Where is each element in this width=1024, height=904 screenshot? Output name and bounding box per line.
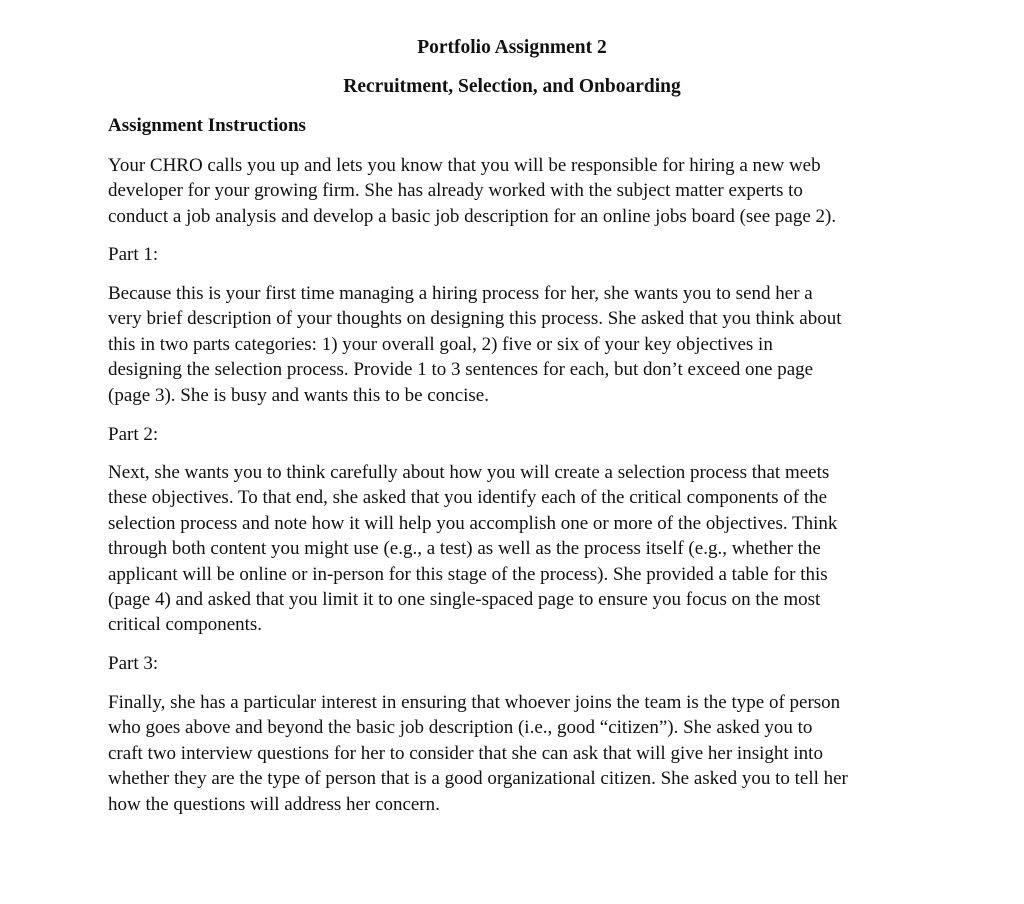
paragraph-line: how the questions will address her concern.	[108, 793, 440, 815]
section-heading: Assignment Instructions	[108, 115, 306, 136]
document-title: Portfolio Assignment 2	[417, 37, 607, 58]
paragraph-line: craft two interview questions for her to consider that she can ask that will give her insight into	[108, 742, 823, 764]
paragraph-line: this in two parts categories: 1) your overall goal, 2) five or six of your key objectives in	[108, 333, 773, 355]
part-2-paragraph	[108, 460, 928, 638]
paragraph-line: conduct a job analysis and develop a basic job description for an online jobs board (see page 2).	[108, 205, 837, 227]
paragraph-line: (page 3). She is busy and wants this to be concise.	[108, 384, 489, 406]
part-3-label: Part 3:	[108, 653, 159, 674]
part-2-label: Part 2:	[108, 424, 159, 445]
paragraph-line: developer for your growing firm. She has already worked with the subject matter experts to	[108, 180, 803, 202]
paragraph-line: selection process and note how it will help you accomplish one or more of the objectives. Think	[108, 512, 838, 534]
document-subtitle: Recruitment, Selection, and Onboarding	[343, 76, 681, 97]
paragraph-line: through both content you might use (e.g., a test) as well as the process itself (e.g., whether the	[108, 538, 821, 560]
part-1-paragraph	[108, 281, 928, 408]
paragraph-line: very brief description of your thoughts on designing this process. She asked that you think about	[108, 308, 842, 330]
paragraph-line: designing the selection process. Provide 1 to 3 sentences for each, but don’t exceed one page	[108, 359, 814, 381]
paragraph-line: (page 4) and asked that you limit it to one single-spaced page to ensure you focus on the most	[108, 589, 821, 611]
paragraph-line: Next, she wants you to think carefully about how you will create a selection process that meets	[108, 462, 830, 483]
paragraph-line: whether they are the type of person that is a good organizational citizen. She asked you to tell her	[108, 768, 848, 790]
intro-paragraph	[108, 153, 928, 229]
paragraph-line: critical components.	[108, 614, 263, 636]
part-3-paragraph	[108, 690, 928, 817]
part-1-label: Part 1:	[108, 244, 159, 265]
paragraph-line: Your CHRO calls you up and lets you know that you will be responsible for hiring a new web	[108, 155, 821, 176]
paragraph-line: who goes above and beyond the basic job description (i.e., good “citizen”). She asked you to	[108, 717, 813, 739]
paragraph-line: applicant will be online or in-person for this stage of the process). She provided a table for this	[108, 563, 828, 585]
paragraph-line: these objectives. To that end, she asked that you identify each of the critical components of the	[108, 487, 828, 509]
paragraph-line: Finally, she has a particular interest in ensuring that whoever joins the team is the type of person	[108, 692, 841, 713]
paragraph-line: Because this is your first time managing a hiring process for her, she wants you to send her a	[108, 283, 813, 304]
